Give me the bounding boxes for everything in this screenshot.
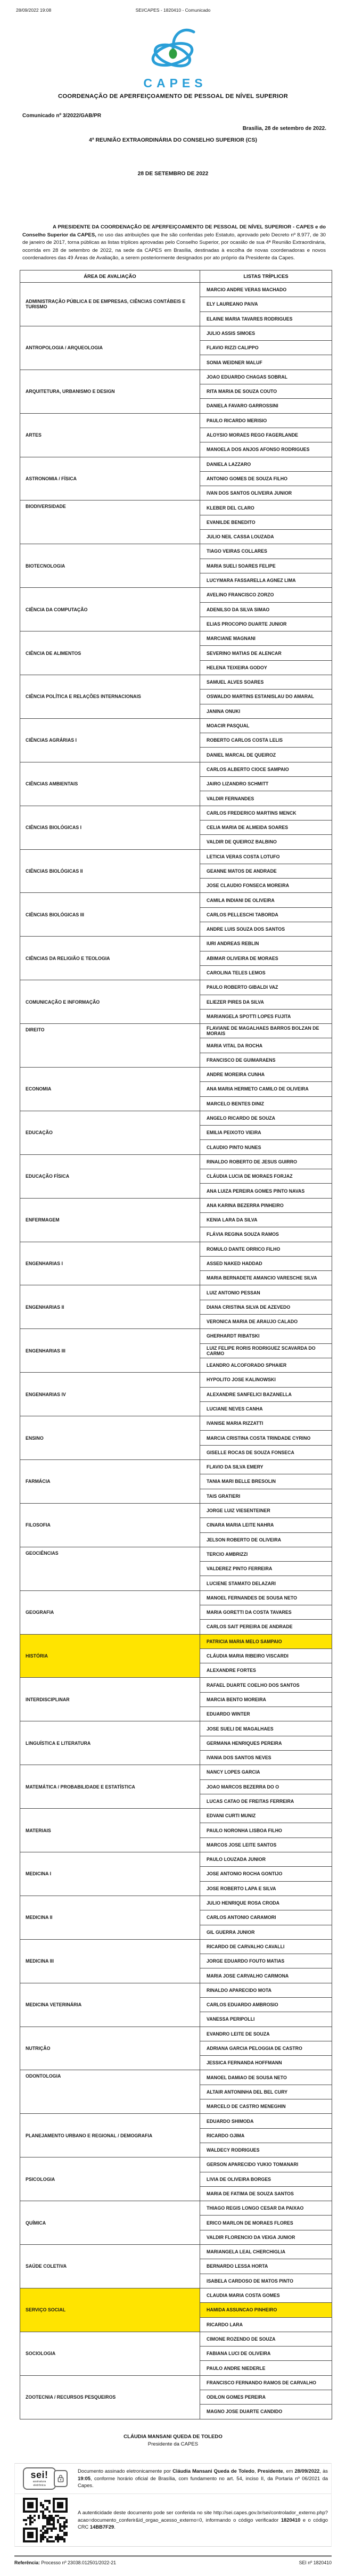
area-cell: BIOTECNOLOGIA [20, 544, 200, 588]
table-row [20, 370, 332, 384]
name-cell: KENIA LARA DA SILVA [200, 1212, 332, 1227]
name-cell: SONIA WEIDNER MALUF [200, 355, 332, 370]
name-cell: PAULO ANDRE NIEDERLE [200, 2361, 332, 2375]
table-row [20, 937, 332, 951]
name-cell: ANA KARINA BEZERRA PINHEIRO [200, 1198, 332, 1212]
name-cell: MANOEL FERNANDES DE SOUSA NETO [200, 1590, 332, 1605]
name-cell: JOSE ROBERTO LAPA E SILVA [200, 1881, 332, 1896]
name-cell: AVELINO FRANCISCO ZORZO [200, 588, 332, 602]
name-cell: TAIS GRATIERI [200, 1489, 332, 1503]
name-cell: THIAGO REGIS LONGO CESAR DA PAIXAO [200, 2201, 332, 2216]
name-cell: LUCIENE STAMATO DELAZARI [200, 1576, 332, 1590]
document-title: 4ª REUNIÃO EXTRAORDINÁRIA DO CONSELHO SUPERIOR (CS) [89, 137, 257, 143]
area-cell: ECONOMIA [20, 1068, 200, 1111]
area-cell: ARTES [20, 413, 200, 457]
table-row [20, 1896, 332, 1910]
table-row [20, 1242, 332, 1256]
name-cell: ELAINE MARIA TAVARES RODRIGUES [200, 311, 332, 326]
area-cell: ADMINISTRAÇÃO PÚBLICA E DE EMPRESAS, CIÊNCIAS CONTÁBEIS E TURISMO [20, 282, 200, 326]
area-cell: CIÊNCIAS AGRÁRIAS I [20, 718, 200, 762]
name-cell: TERCIO AMBRIZZI [200, 1547, 332, 1561]
table-row [20, 2114, 332, 2128]
name-cell: ELIAS PROCOPIO DUARTE JUNIOR [200, 617, 332, 631]
name-cell: PAULO NORONHA LISBOA FILHO [200, 1823, 332, 1837]
name-cell: EMILIA PEIXOTO VIEIRA [200, 1126, 332, 1140]
name-cell: CARLOS SAIT PEREIRA DE ANDRADE [200, 1620, 332, 1634]
name-cell: ANA LUIZA PEREIRA GOMES PINTO NAVAS [200, 1184, 332, 1198]
area-cell: HISTÓRIA [20, 1634, 200, 1678]
table-row [20, 2070, 332, 2085]
name-cell: GIL GUERRA JUNIOR [200, 1925, 332, 1939]
name-cell: MANOELA DOS ANJOS AFONSO RODRIGUES [200, 442, 332, 457]
name-cell: PAULO ROBERTO GIBALDI VAZ [200, 980, 332, 995]
name-cell: JOAO MARCOS BEZERRA DO O [200, 1779, 332, 1794]
table-row [20, 1983, 332, 1997]
name-cell: IVAN DOS SANTOS OLIVEIRA JUNIOR [200, 486, 332, 501]
table-row [20, 2027, 332, 2041]
table-row [20, 2245, 332, 2259]
name-cell: ASSED NAKED HADDAD [200, 1256, 332, 1270]
name-cell: FRANCISCO DE GUIMARAENS [200, 1053, 332, 1067]
name-cell: LETICIA VERAS COSTA LOTUFO [200, 849, 332, 864]
name-cell: TANIA MARI BELLE BRESOLIN [200, 1474, 332, 1489]
table-row [20, 893, 332, 907]
name-cell: FABIANA LUCI DE OLIVEIRA [200, 2347, 332, 2361]
signatory-role: Presidente da CAPES [147, 2441, 199, 2447]
name-cell: ALEXANDRE SANFELICI BAZANELLA [200, 1387, 332, 1401]
table-row [20, 1721, 332, 1736]
name-cell: MARCELO DE CASTRO MENEGHIN [200, 2099, 332, 2114]
name-cell: EDUARDO SHIMODA [200, 2114, 332, 2128]
sei-sub-line1: assinatura [32, 2480, 46, 2483]
name-cell: HAMIDA ASSUNCAO PINHEIRO [200, 2303, 332, 2317]
area-cell: BIODIVERSIDADE [20, 501, 200, 544]
name-cell: JOSE SUELI DE MAGALHAES [200, 1721, 332, 1736]
name-cell: VALDIR DE QUEIROZ BALBINO [200, 835, 332, 849]
area-cell: ANTROPOLOGIA / ARQUEOLOGIA [20, 326, 200, 370]
table-row [20, 1678, 332, 1692]
name-cell: RICARDO LARA [200, 2317, 332, 2332]
name-cell: ERICO MARLON DE MORAES FLORES [200, 2216, 332, 2230]
name-cell: EDUARDO WINTER [200, 1707, 332, 1721]
name-cell: WALDECY RODRIGUES [200, 2143, 332, 2157]
name-cell: LUCAS CATAO DE FREITAS FERREIRA [200, 1794, 332, 1808]
name-cell: GEANNE MATOS DE ANDRADE [200, 864, 332, 878]
name-cell: MAGNO JOSE DUARTE CANDIDO [200, 2405, 332, 2419]
name-cell: FRANCISCO FERNANDO RAMOS DE CARVALHO [200, 2375, 332, 2390]
capes-wordmark: CAPES [143, 76, 207, 90]
table-row [20, 631, 332, 646]
area-cell: MATERIAIS [20, 1809, 200, 1852]
name-cell: MARCIA CRISTINA COSTA TRINDADE CYRINO [200, 1431, 332, 1445]
name-cell: ODILON GOMES PEREIRA [200, 2390, 332, 2405]
area-cell: INTERDISCIPLINAR [20, 1678, 200, 1721]
area-cell: PLANEJAMENTO URBANO E REGIONAL / DEMOGRAFIA [20, 2114, 200, 2157]
table-row [20, 675, 332, 689]
table-row [20, 1809, 332, 1823]
name-cell: EVANILDE BENEDITO [200, 515, 332, 529]
table-row [20, 544, 332, 559]
area-cell: CIÊNCIA DE ALIMENTOS [20, 631, 200, 675]
table-row [20, 1590, 332, 1605]
name-cell: JOSE CLAUDIO FONSECA MOREIRA [200, 879, 332, 893]
name-cell: BERNARDO LESSA HORTA [200, 2259, 332, 2274]
name-cell: MARCELO BENTES DINIZ [200, 1096, 332, 1111]
signature-statement: Documento assinado eletronicamente por Cláudia Mansani Queda de Toledo, Presidente, em 28/09/2022, às 19:05, conforme horário oficial de Brasília, com fundamento no art. 54, inciso II, da Portaria nº 06/2021 da Capes. [78, 2468, 328, 2489]
name-cell: ALTAIR ANTONINHA DEL BEL CURY [200, 2085, 332, 2099]
name-cell: CLAUDIO PINTO NUNES [200, 1140, 332, 1154]
name-cell: CINARA MARIA LEITE NAHRA [200, 1518, 332, 1532]
name-cell: ISABELA CARDOSO DE MATOS PINTO [200, 2274, 332, 2288]
name-cell: DANIEL MARCAL DE QUEIROZ [200, 748, 332, 762]
area-cell: FILOSOFIA [20, 1503, 200, 1547]
name-cell: LUIZ ANTONIO PESSAN [200, 1285, 332, 1300]
sei-number: SEI nº 1820410 [299, 2559, 332, 2565]
area-cell: QUÍMICA [20, 2201, 200, 2245]
table-row [20, 718, 332, 733]
signatory-name: CLÁUDIA MANSANI QUEDA DE TOLEDO [123, 2433, 223, 2440]
capes-logo-icon [147, 27, 199, 75]
name-cell: MARIA BERNADETE AMANCIO VARESCHE SILVA [200, 1271, 332, 1285]
table-header [20, 270, 332, 282]
table-row [20, 1154, 332, 1169]
name-cell: ROMULO DANTE ORRICO FILHO [200, 1242, 332, 1256]
name-cell: CLÁUDIA MARIA RIBEIRO VISCARDI [200, 1648, 332, 1663]
area-cell: LINGUÍSTICA E LITERATURA [20, 1721, 200, 1765]
name-cell: RICARDO DE CARVALHO CAVALLI [200, 1939, 332, 1954]
name-cell: CARLOS FREDERICO MARTINS MENCK [200, 806, 332, 820]
name-cell: LIVIA DE OLIVEIRA BORGES [200, 2172, 332, 2186]
name-cell: ALOYSIO MORAES REGO FAGERLANDE [200, 428, 332, 442]
name-cell: ALEXANDRE FORTES [200, 1663, 332, 1678]
table-row [20, 501, 332, 515]
sei-logo-box [23, 2467, 56, 2490]
area-cell: ENSINO [20, 1416, 200, 1460]
area-cell: DIREITO [20, 1024, 200, 1068]
name-cell: MARCOS JOSE LEITE SANTOS [200, 1837, 332, 1852]
name-cell: VALDIR FERNANDES [200, 791, 332, 806]
name-cell: NANCY LOPES GARCIA [200, 1765, 332, 1779]
table-row [20, 1068, 332, 1082]
area-cell: MEDICINA III [20, 1939, 200, 1983]
area-cell: ENGENHARIAS IV [20, 1373, 200, 1416]
table-row [20, 1329, 332, 1343]
name-cell: ANDRE LUIS SOUZA DOS SANTOS [200, 922, 332, 937]
name-cell: FLAVIANE DE MAGALHAES BARROS BOLZAN DE MORAIS [200, 1024, 332, 1038]
area-cell: CIÊNCIAS BIOLÓGICAS I [20, 806, 200, 849]
capes-logo-block [14, 27, 332, 89]
name-cell: EVANDRO LEITE DE SOUZA [200, 2027, 332, 2041]
name-cell: HYPOLITO JOSE KALINOWSKI [200, 1373, 332, 1387]
area-cell: ZOOTECNIA / RECURSOS PESQUEIROS [20, 2375, 200, 2419]
table-row [20, 1547, 332, 1561]
table-row [20, 2201, 332, 2216]
table-row [20, 762, 332, 776]
area-cell: PSICOLOGIA [20, 2157, 200, 2201]
place-date: Brasília, 28 de setembro de 2022. [242, 126, 326, 132]
name-cell: TIAGO VEIRAS COLLARES [200, 544, 332, 559]
table-row [20, 413, 332, 428]
intro-paragraph: A PRESIDENTE DA COORDENAÇÃO DE APERFEIÇOAMENTO DE PESSOAL DE NÍVEL SUPERIOR - CAPES e do Conselho Superior da CAPES, no uso das atribuições que lhe são conferidas pelo Estatuto, aprovado pelo Decreto nº 8.977, de 30 de janeiro de 2017, torna públicas as listas tríplices aprovadas pelo Conselho Superior, por ocasião de sua 4ª Reunião Extraordinária, ocorrida em 28 de setembro de 2022, na sede da CAPES em Brasília, destinadas à escolha de novas coordenadoras e novos coordenadores das 49 Áreas de Avaliação, a serem posteriormente designados por ato próprio da Presidente da Capes. [22, 224, 326, 261]
name-cell: RITA MARIA DE SOUZA COUTO [200, 384, 332, 399]
electronic-signature-row [15, 2464, 331, 2493]
name-cell: DIANA CRISTINA SILVA DE AZEVEDO [200, 1300, 332, 1314]
comunicado-number: Comunicado nº 3/2022/GAB/PR [22, 113, 102, 119]
name-cell: SEVERINO MATIAS DE ALENCAR [200, 646, 332, 660]
name-cell: VALDIR FLORENCIO DA VEIGA JUNIOR [200, 2230, 332, 2244]
table-row [20, 806, 332, 820]
table-row [20, 849, 332, 864]
area-cell: EDUCAÇÃO FÍSICA [20, 1154, 200, 1198]
name-cell: ANDRE MOREIRA CUNHA [200, 1068, 332, 1082]
name-cell: ANTONIO GOMES DE SOUZA FILHO [200, 471, 332, 486]
name-cell: ADENILSO DA SILVA SIMAO [200, 602, 332, 617]
area-cell: CIÊNCIAS DA RELIGIÃO E TEOLOGIA [20, 937, 200, 980]
area-cell: ARQUITETURA, URBANISMO E DESIGN [20, 370, 200, 413]
area-cell: MEDICINA I [20, 1852, 200, 1896]
table-row [20, 1416, 332, 1431]
name-cell: CAROLINA TELES LEMOS [200, 965, 332, 980]
name-cell: KLEBER DEL CLARO [200, 501, 332, 515]
name-cell: CARLOS ANTONIO CARAMORI [200, 1910, 332, 1925]
area-cell: ENGENHARIAS III [20, 1329, 200, 1373]
name-cell: RINALDO APARECIDO MOTA [200, 1983, 332, 1997]
table-row [20, 1285, 332, 1300]
table-row [20, 980, 332, 995]
area-cell: CIÊNCIA POLÍTICA E RELAÇÕES INTERNACIONAIS [20, 675, 200, 718]
name-cell: LUCIANE NEVES CANHA [200, 1401, 332, 1416]
name-cell: RINALDO ROBERTO DE JESUS GUIRRO [200, 1154, 332, 1169]
table-row [20, 1765, 332, 1779]
document-reference: SEI/CAPES - 1820410 - Comunicado [135, 7, 211, 13]
name-cell: ABIMAR OLIVEIRA DE MORAES [200, 951, 332, 965]
name-cell: RAFAEL DUARTE COELHO DOS SANTOS [200, 1678, 332, 1692]
name-cell: EDVANI CURTI MUNIZ [200, 1809, 332, 1823]
table-row [20, 282, 332, 297]
table-header-row [20, 270, 332, 282]
area-cell: ASTRONOMIA / FÍSICA [20, 457, 200, 501]
name-cell: SAMUEL ALVES SOARES [200, 675, 332, 689]
authenticity-row [15, 2493, 331, 2546]
reference-footer [14, 2555, 332, 2565]
name-cell: VERONICA MARIA DE ARAUJO CALADO [200, 1315, 332, 1329]
name-cell: CARLOS ALBERTO CIOCE SAMPAIO [200, 762, 332, 776]
name-cell: MANOEL DAMIAO DE SOUSA NETO [200, 2070, 332, 2085]
name-cell: LEANDRO ALCOFORADO SPHAIER [200, 1358, 332, 1372]
name-cell: JORGE EDUARDO FOUTO MATIAS [200, 1954, 332, 1968]
column-header-area: ÁREA DE AVALIAÇÃO [20, 270, 200, 282]
table-row [20, 2375, 332, 2390]
name-cell: VALDEREZ PINTO FERREIRA [200, 1562, 332, 1576]
logo-green-dot [169, 49, 177, 59]
name-cell: DANIELA LAZZARO [200, 457, 332, 471]
name-cell: MARCIO ANDRE VERAS MACHADO [200, 282, 332, 297]
sei-sub-line2: eletrônica [33, 2483, 46, 2487]
name-cell: ANA MARIA HERMETO CAMILO DE OLIVEIRA [200, 1082, 332, 1096]
name-cell: HELENA TEIXEIRA GODOY [200, 660, 332, 675]
area-cell: MEDICINA VETERINÁRIA [20, 1983, 200, 2027]
area-cell: NUTRIÇÃO [20, 2027, 200, 2070]
name-cell: MARCIA BENTO MOREIRA [200, 1692, 332, 1707]
area-cell: ENGENHARIAS I [20, 1242, 200, 1285]
area-cell: CIÊNCIAS AMBIENTAIS [20, 762, 200, 806]
table-row [20, 1198, 332, 1212]
name-cell: CARLOS PELLESCHI TABORDA [200, 907, 332, 922]
authenticity-statement: A autenticidade deste documento pode ser conferida no site http://sei.capes.gov.br/sei/controlador_externo.php?acao=documento_conferir&id_orgao_acesso_externo=0, informando o código verificador 1820410 e o código CRC 14BB7F29. [78, 2509, 328, 2530]
name-cell: MARIA VITAL DA ROCHA [200, 1038, 332, 1053]
area-cell: CIÊNCIAS BIOLÓGICAS III [20, 893, 200, 937]
name-cell: JOSE ANTONIO ROCHA GONTIJO [200, 1867, 332, 1881]
table-row [20, 2288, 332, 2302]
name-cell: CIMONE ROZENDO DE SOUZA [200, 2332, 332, 2346]
table-row [20, 1939, 332, 1954]
area-cell: ENGENHARIAS II [20, 1285, 200, 1329]
name-cell: GISELLE ROCAS DE SOUZA FONSECA [200, 1445, 332, 1459]
table-row [20, 2157, 332, 2172]
name-cell: MARIA SUELI SOARES FELIPE [200, 559, 332, 573]
name-cell: RICARDO OJIMA [200, 2128, 332, 2143]
name-cell: JORGE LUIZ VIESENTEINER [200, 1503, 332, 1517]
table-row [20, 1460, 332, 1474]
name-cell: GHERHARDT RIBATSKI [200, 1329, 332, 1343]
area-cell: FARMÁCIA [20, 1460, 200, 1504]
name-cell: LUIZ FELIPE RORIS RODRIGUEZ SCAVARDA DO CARMO [200, 1343, 332, 1358]
name-cell: ELIEZER PIRES DA SILVA [200, 995, 332, 1009]
name-cell: IURI ANDREAS REBLIN [200, 937, 332, 951]
name-cell: MOACIR PASQUAL [200, 718, 332, 733]
name-cell: FLAVIO DA SILVA EMERY [200, 1460, 332, 1474]
table-row [20, 326, 332, 340]
name-cell: GERMANA HENRIQUES PEREIRA [200, 1736, 332, 1750]
table-row [20, 1111, 332, 1125]
area-cell: MATEMÁTICA / PROBABILIDADE E ESTATÍSTICA [20, 1765, 200, 1809]
area-cell: ENFERMAGEM [20, 1198, 200, 1242]
padlock-icon [54, 2470, 68, 2487]
name-cell: ADRIANA GARCIA PELOGGIA DE CASTRO [200, 2041, 332, 2055]
area-cell: SOCIOLOGIA [20, 2332, 200, 2375]
triple-lists-table [20, 270, 332, 2419]
name-cell: LUCYMARA FASSARELLA AGNEZ LIMA [200, 573, 332, 587]
name-cell: JELSON ROBERTO DE OLIVEIRA [200, 1532, 332, 1547]
name-cell: MARIANGELA SPOTTI LOPES FUJITA [200, 1009, 332, 1023]
name-cell: JOAO EDUARDO CHAGAS SOBRAL [200, 370, 332, 384]
name-cell: ANGELO RICARDO DE SOUZA [200, 1111, 332, 1125]
table-row [20, 1852, 332, 1867]
table-row [20, 1634, 332, 1648]
table-row [20, 1373, 332, 1387]
name-cell: FLAVIO RIZZI CALIPPO [200, 341, 332, 355]
name-cell: PATRICIA MARIA MELO SAMPAIO [200, 1634, 332, 1648]
area-cell: SERVIÇO SOCIAL [20, 2288, 200, 2332]
name-cell: JESSICA FERNANDA HOFFMANN [200, 2056, 332, 2070]
name-cell: IVANISE MARIA RIZZATTI [200, 1416, 332, 1431]
area-cell: GEOGRAFIA [20, 1590, 200, 1634]
table-row [20, 588, 332, 602]
session-date: 28 DE SETEMBRO DE 2022 [137, 171, 209, 177]
name-cell: VANESSA PERIPOLLI [200, 2012, 332, 2027]
column-header-lists: LISTAS TRÍPLICES [200, 270, 332, 282]
name-cell: JANINA ONUKI [200, 704, 332, 718]
table-row [20, 457, 332, 471]
area-cell: CIÊNCIAS BIOLÓGICAS II [20, 849, 200, 893]
name-cell: CELIA MARIA DE ALMEIDA SOARES [200, 820, 332, 834]
name-cell: CLÁUDIA LUCIA DE MORAES FORJAZ [200, 1169, 332, 1184]
sei-logo [18, 2467, 72, 2490]
print-datetime: 28/09/2022 19:08 [16, 7, 52, 13]
name-cell: GERSON APARECIDO YUKIO TOMANARI [200, 2157, 332, 2172]
name-cell: CARLOS EDUARDO AMBROSIO [200, 1998, 332, 2012]
name-cell: MARCIANE MAGNANI [200, 631, 332, 646]
name-cell: JAIRO LIZANDRO SCHMITT [200, 777, 332, 791]
name-cell: JULIO NEIL CASSA LOUZADA [200, 530, 332, 544]
name-cell: MARIANGELA LEAL CHERCHIGLIA [200, 2245, 332, 2259]
area-cell: MEDICINA II [20, 1896, 200, 1939]
area-cell: ODONTOLOGIA [20, 2070, 200, 2114]
sei-signature-block [14, 2463, 332, 2547]
name-cell: MARIA JOSE CARVALHO CARMONA [200, 1968, 332, 1983]
name-cell: IVANIA DOS SANTOS NEVES [200, 1750, 332, 1765]
table-row [20, 1024, 332, 1038]
org-name: COORDENAÇÃO DE APERFEIÇOAMENTO DE PESSOAL DE NÍVEL SUPERIOR [58, 93, 288, 100]
qr-code [18, 2498, 72, 2542]
name-cell: FLÁVIA REGINA SOUZA RAMOS [200, 1227, 332, 1242]
name-cell: MARIA GORETTI DA COSTA TAVARES [200, 1605, 332, 1619]
area-cell: GEOCIÊNCIAS [20, 1547, 200, 1590]
area-cell: CIÊNCIA DA COMPUTAÇÃO [20, 588, 200, 631]
process-reference: Referência: Processo nº 23038.012501/2022-21 [14, 2559, 117, 2565]
name-cell: JULIO HENRIQUE ROSA CRODA [200, 1896, 332, 1910]
area-cell: SAÚDE COLETIVA [20, 2245, 200, 2288]
table-body [20, 282, 332, 2419]
area-cell: EDUCAÇÃO [20, 1111, 200, 1154]
name-cell: CLAUDIA MARIA COSTA GOMES [200, 2288, 332, 2302]
name-cell: PAULO RICARDO MERISIO [200, 413, 332, 428]
table-row [20, 1503, 332, 1517]
name-cell: PAULO LOUZADA JUNIOR [200, 1852, 332, 1867]
area-cell: COMUNICAÇÃO E INFORMAÇÃO [20, 980, 200, 1024]
name-cell: CAMILA INDIANI DE OLIVEIRA [200, 893, 332, 907]
name-cell: ROBERTO CARLOS COSTA LELIS [200, 733, 332, 748]
name-cell: DANIELA FAVARO GARROSSINI [200, 399, 332, 413]
name-cell: ELY LAUREANO PAIVA [200, 297, 332, 311]
name-cell: MARIA DE FATIMA DE SOUZA SANTOS [200, 2186, 332, 2201]
name-cell: JULIO ASSIS SIMOES [200, 326, 332, 340]
name-cell: OSWALDO MARTINS ESTANISLAU DO AMARAL [200, 690, 332, 704]
browser-print-header [14, 7, 332, 14]
table-row [20, 2332, 332, 2346]
sei-wordmark: sei! [30, 2469, 48, 2480]
